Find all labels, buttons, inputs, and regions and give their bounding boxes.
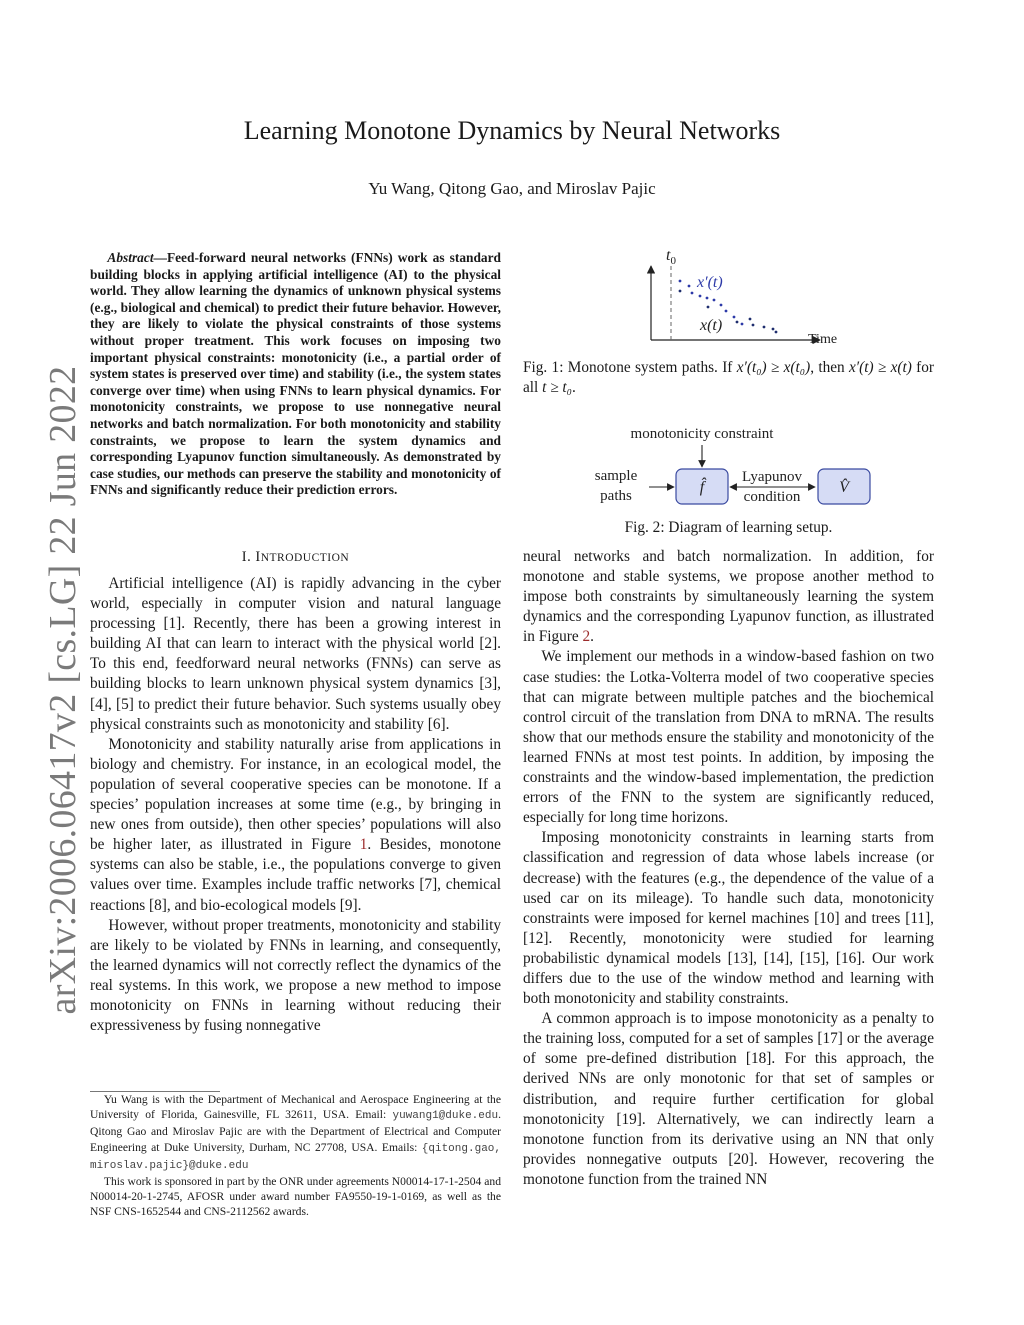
left-column-body (90, 574, 501, 1036)
figure-1 (640, 240, 860, 352)
figure-1-link[interactable]: 1 (359, 836, 368, 854)
intro-paragraph-1: Artificial intelligence (AI) is rapidly advancing in the cyber world, especially in computer vision and natural language processing [1]. Recently, there has been a growing interest in building AI that can learn to interact with the physical world [2]. To this end, feedforward neural networks (FNNs) can serve as building blocks to learn unknown physical system dynamics [3], [4], [5] to predict their future behavior. Such systems usually obey physical constraints such as monotonicity and stability [6]. (90, 575, 501, 733)
fig2-f-label: f̂ (699, 479, 705, 496)
fig2-input-line2: paths (600, 488, 632, 504)
right-paragraph-2: We implement our methods in a window-based fashion on two case studies: the Lotka-Volterra model of two cooperative species that can migrate between multiple patches and the biochemical control circuit of the translation from DNA to mRNA. The results show that our methods ensure the stability and monotonicity of the learned FNNs at most test points. In addition, by imposing the constraints and the window-based implementation, the prediction errors of the FNN to the system are significantly reduced, especially for long time horizons. (523, 648, 934, 827)
abstract-dash: — (153, 250, 167, 265)
fig1-caption-mid: , then (810, 359, 849, 376)
fig1-x-label: x(t) (700, 317, 723, 334)
right-paragraph-3: Imposing monotonicity constraints in learning starts from classification and regression of data whose labels increase (or decrease) with the features (e.g., the dependence of the value of a used car on its mileage). To handle such data, monotonicity constraints were imposed for kernel machines [10] and trees [11], [12]. Recently, monotonicity were studied for learning probabilistic dynamical models [13], [14], [15], [16]. Our work differs due to the use of the window method and learning with both monotonicity and stability constraints. (523, 829, 934, 1008)
right-paragraph-1 (523, 547, 934, 647)
right-paragraph-1-text: neural networks and batch normalization. In addition, for monotone and stable systems, we propose another method to impose both constraints by simultaneously learning the system dynamics and the corresponding Lyapunov function, as illustrated in Figure (523, 548, 934, 646)
fig2-input-line1: sample (594, 468, 638, 484)
paper-authors: Yu Wang, Qitong Gao, and Miroslav Pajic (368, 179, 656, 198)
right-paragraph-4: A common approach is to impose monotonicity as a penalty to the training loss, computed for a set of samples [17] or the average of some pre-defined distribution [18]. For this approach, the derived NNs are only monotonic for that set of samples or distribution, and require further certification for global monotonicity [19]. Alternatively, we can indirectly learn a monotone function from its derivative using an NN that only provides nonnegative outputs [20]. However, recovering the monotone function from the trained NN (523, 1010, 934, 1188)
section-title-rest: NTRODUCTION (260, 552, 350, 564)
fig2-arrow-line2: condition (743, 489, 801, 505)
abstract-label: Abstract (107, 250, 154, 265)
fig1-caption-result: x′(t) ≥ x(t) (848, 359, 912, 376)
fig1-caption-for-all: for all (523, 359, 934, 396)
intro-paragraph-2-tail: . Besides, monotone systems can also be stable, i.e., the populations converge to given values over time. Examples include traffic networks [7], chemical reactions [8], and bio-ecological models [9]. (90, 836, 501, 914)
right-column-body (523, 547, 934, 1190)
fig1-caption-condition: x′(t₀) ≥ x(t₀) (736, 359, 811, 376)
figure-2 (585, 420, 885, 515)
footnote-affil-mid: . Qitong Gao and Miroslav Pajic are with the Department of Electrical and Computer Engineering at Duke University, Durham, NC 27708, USA. Emails: (90, 1108, 501, 1154)
footnote-affiliations (90, 1092, 501, 1174)
right-paragraph-1-end: . (590, 628, 594, 646)
fig2-constraint-label: monotonicity constraint (630, 426, 774, 442)
footnotes (90, 1092, 501, 1220)
arxiv-side-stamp (28, 365, 98, 1015)
fig1-caption-prefix: Fig. 1: Monotone system paths. If (523, 359, 737, 376)
section-initial: I (255, 549, 261, 565)
fig1-t0-label: $t_0$ (666, 247, 676, 267)
intro-paragraph-3: However, without proper treatments, monotonicity and stability are likely to be violated by FNNs in learning, and consequently, the learned dynamics will not correctly reflect the dynamics of the real systems. In this work, we propose a new method to impose monotonicity on FNNs in learning without reducing their expressiveness by fusing nonnegative (90, 916, 501, 1035)
intro-paragraph-2 (90, 735, 501, 916)
intro-paragraph-2-text: Monotonicity and stability naturally arise from applications in biology and chemistry. For instance, in an ecological model, the population of several cooperative species can be monotone. If a species’ population increases at some time (e.g., by bringing in new ones from outside), then other species’ populations will also be higher later, as illustrated in Figure (90, 735, 501, 854)
fig1-caption-time: t ≥ t₀ (542, 379, 572, 396)
section-heading (90, 549, 501, 566)
arxiv-identifier: arXiv:2006.06417v2 [cs.LG] 22 Jun 2022 (42, 365, 84, 1015)
fig1-xprime-label: x′(t) (697, 274, 723, 291)
fig2-arrow-line1: Lyapunov (742, 469, 802, 485)
fig1-caption-end: . (572, 379, 576, 396)
section-number: I. (241, 549, 252, 565)
fig1-x-path (679, 290, 778, 334)
fig2-v-label: V̂ (839, 479, 849, 496)
fig1-time-label: Time (808, 332, 838, 347)
email-gao-pajic[interactable]: {qitong.gao, miroslav.pajic}@duke.edu (90, 1142, 501, 1172)
figure-2-caption: Fig. 2: Diagram of learning setup. (624, 519, 833, 536)
figure-2-link[interactable]: 2 (582, 628, 591, 646)
abstract-text: Feed-forward neural networks (FNNs) work as standard building blocks in applying artificial intelligence (AI) to the physical world. They allow learning the dynamics of unknown physical systems (e.g., biological and chemical) to predict their future behavior. However, they are likely to violate the physical constraints of those systems without proper treatment. This work focuses on imposing two important physical constraints: monotonicity (i.e., a partial order of system states is preserved over time) and stability (i.e., the system states converge over time) when using FNNs to learn physical dynamics. For monotonicity constraints, we propose to use nonnegative neural networks and batch normalization. For both monotonicity and stability constraints, we propose to learn the system dynamics and corresponding Lyapunov function simultaneously. As demonstrated by case studies, our methods can preserve the stability and monotonicity of FNNs and significantly reduce their prediction errors. (90, 250, 501, 498)
footnote-affil-text: Yu Wang is with the Department of Mechanical and Aerospace Engineering at the University of Florida, Gainesville, FL 32611, USA. Email: (90, 1093, 501, 1122)
abstract (90, 250, 501, 499)
email-yu-wang[interactable]: yuwang1@duke.edu (392, 1110, 499, 1123)
figure-1-caption (523, 358, 934, 398)
paper-title: Learning Monotone Dynamics by Neural Networks (243, 116, 781, 145)
footnote-funding: This work is sponsored in part by the ONR under agreements N00014-17-1-2504 and N00014-20-1-2745, AFOSR under award number FA9550-19-1-0169, as well as the NSF CNS-1652544 and CNS-2112562 awards. (90, 1175, 501, 1219)
